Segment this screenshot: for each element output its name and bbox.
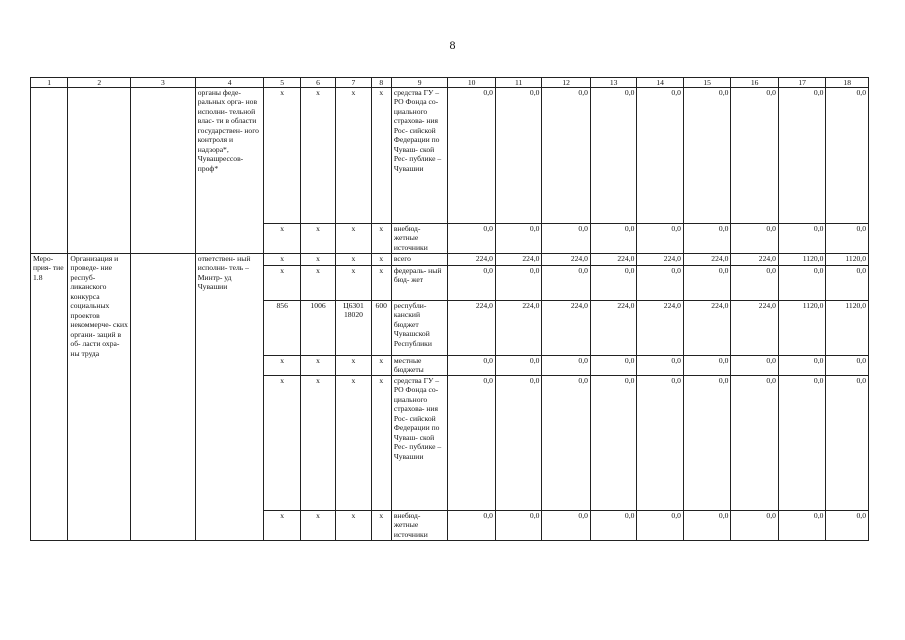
measure-name-cell xyxy=(68,88,131,254)
amount-cell: 224,0 xyxy=(495,301,541,356)
budget-code-cell: x xyxy=(336,224,371,254)
budget-code-cell: x xyxy=(264,356,300,376)
amount-cell: 0,0 xyxy=(683,356,731,376)
amount-cell: 0,0 xyxy=(448,88,496,224)
measure-name-cell: Организация и проведе- ние респуб- ликанского конкурса социальных проектов некоммерче- ских органи- заций в об- ласти охра- ны труда xyxy=(68,254,131,541)
amount-cell: 0,0 xyxy=(542,266,591,301)
amount-cell: 0,0 xyxy=(637,224,683,254)
amount-cell: 0,0 xyxy=(778,88,826,224)
amount-cell: 0,0 xyxy=(826,376,869,511)
amount-cell: 224,0 xyxy=(731,301,779,356)
budget-code-cell: x xyxy=(300,511,335,541)
column-number: 5 xyxy=(264,78,300,88)
amount-cell: 0,0 xyxy=(590,224,636,254)
amount-cell: 0,0 xyxy=(637,511,683,541)
amount-cell: 0,0 xyxy=(731,376,779,511)
budget-code-cell: x xyxy=(371,266,391,301)
amount-cell: 0,0 xyxy=(731,511,779,541)
budget-code-cell: x xyxy=(300,356,335,376)
amount-cell: 0,0 xyxy=(542,88,591,224)
amount-cell: 224,0 xyxy=(637,254,683,266)
budget-code-cell: x xyxy=(336,376,371,511)
amount-cell: 0,0 xyxy=(683,224,731,254)
amount-cell: 0,0 xyxy=(542,224,591,254)
amount-cell: 0,0 xyxy=(778,511,826,541)
budget-code-cell: x xyxy=(336,511,371,541)
amount-cell: 0,0 xyxy=(731,224,779,254)
budget-code-cell: 1006 xyxy=(300,301,335,356)
budget-code-cell: x xyxy=(300,376,335,511)
budget-code-cell: 600 xyxy=(371,301,391,356)
amount-cell: 224,0 xyxy=(590,301,636,356)
empty-column-cell xyxy=(131,254,196,541)
amount-cell: 0,0 xyxy=(637,376,683,511)
funding-source-cell: местные бюджеты xyxy=(391,356,448,376)
amount-cell: 0,0 xyxy=(683,511,731,541)
amount-cell: 224,0 xyxy=(542,301,591,356)
amount-cell: 224,0 xyxy=(683,254,731,266)
amount-cell: 0,0 xyxy=(542,356,591,376)
amount-cell: 0,0 xyxy=(495,356,541,376)
empty-column-cell xyxy=(131,88,196,254)
amount-cell: 224,0 xyxy=(590,254,636,266)
column-number: 1 xyxy=(31,78,68,88)
column-number: 13 xyxy=(590,78,636,88)
budget-code-cell: x xyxy=(300,254,335,266)
column-number: 15 xyxy=(683,78,731,88)
funding-source-cell: федераль- ный бюд- жет xyxy=(391,266,448,301)
budget-code-cell: x xyxy=(371,356,391,376)
column-number: 4 xyxy=(195,78,264,88)
funding-source-cell: средства ГУ – РО Фонда со- циального страхова- ния Рос- сийской Федерации по Чуваш- ской Рес- публике – Чувашии xyxy=(391,88,448,224)
amount-cell: 224,0 xyxy=(448,301,496,356)
amount-cell: 0,0 xyxy=(448,511,496,541)
budget-code-cell: x xyxy=(336,356,371,376)
budget-code-cell: x xyxy=(336,266,371,301)
amount-cell: 0,0 xyxy=(448,376,496,511)
column-number: 14 xyxy=(637,78,683,88)
funding-source-cell: республи- канский бюджет Чувашской Республики xyxy=(391,301,448,356)
budget-code-cell: x xyxy=(300,88,335,224)
amount-cell: 0,0 xyxy=(448,266,496,301)
measure-number-cell: Меро- прия- тие 1.8 xyxy=(31,254,68,541)
budget-code-cell: x xyxy=(371,511,391,541)
table-row xyxy=(31,254,869,266)
column-number-row xyxy=(31,78,869,88)
budget-code-cell: x xyxy=(264,511,300,541)
budget-code-cell: x xyxy=(264,254,300,266)
budget-code-cell: x xyxy=(264,376,300,511)
amount-cell: 0,0 xyxy=(637,88,683,224)
amount-cell: 0,0 xyxy=(683,88,731,224)
column-number: 2 xyxy=(68,78,131,88)
budget-code-cell: 856 xyxy=(264,301,300,356)
column-number: 7 xyxy=(336,78,371,88)
budget-code-cell: x xyxy=(371,88,391,224)
amount-cell: 1120,0 xyxy=(778,254,826,266)
amount-cell: 0,0 xyxy=(637,266,683,301)
budget-code-cell: x xyxy=(371,254,391,266)
executor-cell: органы феде- ральных орга- нов исполни- тельной влас- ти в области государствен- ного контроля и надзора*, Чувашрессов- проф* xyxy=(195,88,264,254)
table-row xyxy=(31,88,869,224)
amount-cell: 224,0 xyxy=(495,254,541,266)
amount-cell: 0,0 xyxy=(683,376,731,511)
budget-code-cell: x xyxy=(264,266,300,301)
amount-cell: 224,0 xyxy=(731,254,779,266)
financing-table xyxy=(30,77,869,541)
amount-cell: 1120,0 xyxy=(826,254,869,266)
amount-cell: 0,0 xyxy=(731,88,779,224)
amount-cell: 0,0 xyxy=(590,511,636,541)
budget-code-cell: x xyxy=(371,224,391,254)
funding-source-cell: внебюд- жетные источники xyxy=(391,511,448,541)
amount-cell: 0,0 xyxy=(590,266,636,301)
budget-code-cell: x xyxy=(264,88,300,224)
amount-cell: 0,0 xyxy=(542,376,591,511)
budget-code-cell: x xyxy=(300,224,335,254)
budget-code-cell: x xyxy=(371,376,391,511)
amount-cell: 0,0 xyxy=(778,376,826,511)
amount-cell: 0,0 xyxy=(448,224,496,254)
budget-code-cell: x xyxy=(264,224,300,254)
executor-cell: ответствен- ный исполни- тель – Минтр- уд Чувашии xyxy=(195,254,264,541)
amount-cell: 0,0 xyxy=(826,511,869,541)
amount-cell: 0,0 xyxy=(683,266,731,301)
amount-cell: 1120,0 xyxy=(826,301,869,356)
amount-cell: 0,0 xyxy=(448,356,496,376)
amount-cell: 0,0 xyxy=(495,511,541,541)
page-number: 8 xyxy=(449,38,456,52)
column-number: 11 xyxy=(495,78,541,88)
column-number: 12 xyxy=(542,78,591,88)
amount-cell: 0,0 xyxy=(826,266,869,301)
amount-cell: 0,0 xyxy=(590,356,636,376)
column-number: 16 xyxy=(731,78,779,88)
column-number: 18 xyxy=(826,78,869,88)
amount-cell: 224,0 xyxy=(683,301,731,356)
amount-cell: 0,0 xyxy=(495,88,541,224)
column-number: 8 xyxy=(371,78,391,88)
amount-cell: 0,0 xyxy=(826,356,869,376)
amount-cell: 0,0 xyxy=(826,224,869,254)
amount-cell: 0,0 xyxy=(731,266,779,301)
amount-cell: 1120,0 xyxy=(778,301,826,356)
amount-cell: 224,0 xyxy=(542,254,591,266)
budget-code-cell: x xyxy=(336,254,371,266)
amount-cell: 0,0 xyxy=(590,376,636,511)
amount-cell: 0,0 xyxy=(778,224,826,254)
amount-cell: 0,0 xyxy=(731,356,779,376)
budget-code-cell: Ц6301 18020 xyxy=(336,301,371,356)
column-number: 3 xyxy=(131,78,196,88)
amount-cell: 224,0 xyxy=(637,301,683,356)
amount-cell: 0,0 xyxy=(826,88,869,224)
budget-code-cell: x xyxy=(300,266,335,301)
amount-cell: 0,0 xyxy=(778,356,826,376)
amount-cell: 0,0 xyxy=(495,266,541,301)
amount-cell: 0,0 xyxy=(542,511,591,541)
column-number: 9 xyxy=(391,78,448,88)
column-number: 6 xyxy=(300,78,335,88)
budget-code-cell: x xyxy=(336,88,371,224)
amount-cell: 224,0 xyxy=(448,254,496,266)
column-number: 17 xyxy=(778,78,826,88)
funding-source-cell: внебюд- жетные источники xyxy=(391,224,448,254)
funding-source-cell: средства ГУ – РО Фонда со- циального страхова- ния Рос- сийской Федерации по Чуваш- ской Рес- публике – Чувашии xyxy=(391,376,448,511)
amount-cell: 0,0 xyxy=(778,266,826,301)
amount-cell: 0,0 xyxy=(495,376,541,511)
amount-cell: 0,0 xyxy=(495,224,541,254)
amount-cell: 0,0 xyxy=(637,356,683,376)
funding-source-cell: всего xyxy=(391,254,448,266)
column-number: 10 xyxy=(448,78,496,88)
amount-cell: 0,0 xyxy=(590,88,636,224)
measure-cell xyxy=(31,88,68,254)
